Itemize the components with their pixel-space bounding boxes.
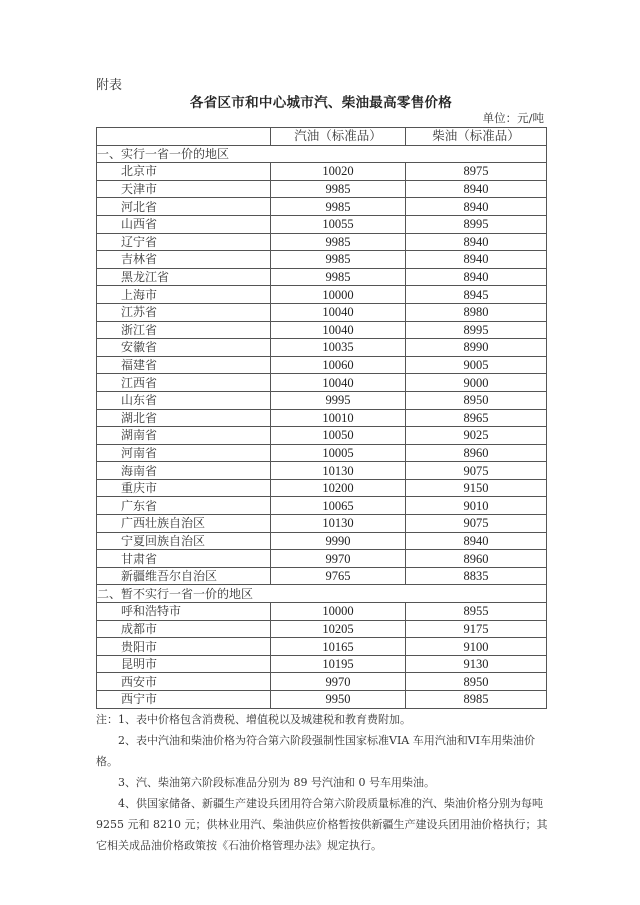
note-2: 2、表中汽油和柴油价格为符合第六阶段强制性国家标准VIA 车用汽油和VI车用柴油价格。 <box>96 734 536 768</box>
diesel-price-cell: 9010 <box>406 497 547 515</box>
region-cell: 河北省 <box>97 198 271 216</box>
diesel-price-cell: 8940 <box>406 532 547 550</box>
table-row <box>97 567 547 585</box>
diesel-price-cell: 9000 <box>406 374 547 392</box>
table-row <box>97 479 547 497</box>
gasoline-price-cell: 9970 <box>271 673 406 691</box>
appendix-label: 附表 <box>96 78 123 93</box>
table-row <box>97 339 547 357</box>
region-cell: 西宁市 <box>97 691 271 709</box>
diesel-price-cell: 8835 <box>406 567 547 585</box>
table-row <box>97 180 547 198</box>
header-region <box>97 128 271 146</box>
diesel-price-cell: 8940 <box>406 233 547 251</box>
diesel-price-cell: 8960 <box>406 444 547 462</box>
region-cell: 宁夏回族自治区 <box>97 532 271 550</box>
gasoline-price-cell: 9985 <box>271 251 406 269</box>
table-row <box>97 251 547 269</box>
region-cell: 湖南省 <box>97 427 271 445</box>
table-row <box>97 391 547 409</box>
region-cell: 辽宁省 <box>97 233 271 251</box>
region-cell: 山西省 <box>97 215 271 233</box>
table-header-row <box>97 128 547 146</box>
diesel-price-cell: 8985 <box>406 691 547 709</box>
note-4: 4、供国家储备、新疆生产建设兵团用符合第六阶段质量标准的汽、柴油价格分别为每吨 9255 元和 8210 元；供林业用汽、柴油供应价格暂按供新疆生产建设兵团用油价格执行；其它相关成品油价格政策按《石油价格管理办法》规定执行。 <box>96 797 548 852</box>
diesel-price-cell: 8960 <box>406 550 547 568</box>
gasoline-price-cell: 10005 <box>271 444 406 462</box>
region-cell: 北京市 <box>97 163 271 181</box>
diesel-price-cell: 8955 <box>406 603 547 621</box>
table-row <box>97 409 547 427</box>
table-row <box>97 462 547 480</box>
gasoline-price-cell: 9995 <box>271 391 406 409</box>
note-1 <box>96 709 548 730</box>
diesel-price-cell: 8940 <box>406 251 547 269</box>
diesel-price-cell: 8940 <box>406 268 547 286</box>
region-cell: 湖北省 <box>97 409 271 427</box>
table-row <box>97 198 547 216</box>
gasoline-price-cell: 9985 <box>271 233 406 251</box>
region-cell: 呼和浩特市 <box>97 603 271 621</box>
table-row <box>97 321 547 339</box>
region-cell: 天津市 <box>97 180 271 198</box>
region-cell: 广西壮族自治区 <box>97 515 271 533</box>
table-row <box>97 691 547 709</box>
gasoline-price-cell: 10050 <box>271 427 406 445</box>
gasoline-price-cell: 10060 <box>271 356 406 374</box>
table-row <box>97 638 547 656</box>
header-gasoline: 汽油（标准品） <box>271 128 406 146</box>
diesel-price-cell: 8940 <box>406 198 547 216</box>
gasoline-price-cell: 9985 <box>271 198 406 216</box>
gasoline-price-cell: 9950 <box>271 691 406 709</box>
fuel-price-table <box>96 127 547 709</box>
diesel-price-cell: 9175 <box>406 620 547 638</box>
diesel-price-cell: 8995 <box>406 215 547 233</box>
gasoline-price-cell: 10130 <box>271 462 406 480</box>
table-row <box>97 233 547 251</box>
note-3: 3、汽、柴油第六阶段标准品分别为 89 号汽油和 0 号车用柴油。 <box>118 776 435 789</box>
diesel-price-cell: 8975 <box>406 163 547 181</box>
document-title: 各省区市和中心城市汽、柴油最高零售价格 <box>189 95 453 111</box>
section-row <box>97 585 547 603</box>
region-cell: 吉林省 <box>97 251 271 269</box>
table-row <box>97 374 547 392</box>
unit-label: 单位：元/吨 <box>482 111 544 125</box>
region-cell: 河南省 <box>97 444 271 462</box>
gasoline-price-cell: 10000 <box>271 286 406 304</box>
diesel-price-cell: 9150 <box>406 479 547 497</box>
table-row <box>97 532 547 550</box>
table-row <box>97 620 547 638</box>
region-cell: 重庆市 <box>97 479 271 497</box>
header-diesel: 柴油（标准品） <box>406 128 547 146</box>
note-text: 1、表中价格包含消费税、增值税以及城建税和教育费附加。 <box>118 713 411 726</box>
region-cell: 贵阳市 <box>97 638 271 656</box>
gasoline-price-cell: 10035 <box>271 339 406 357</box>
gasoline-price-cell: 10195 <box>271 655 406 673</box>
gasoline-price-cell: 10010 <box>271 409 406 427</box>
gasoline-price-cell: 9985 <box>271 268 406 286</box>
region-cell: 西安市 <box>97 673 271 691</box>
diesel-price-cell: 8950 <box>406 391 547 409</box>
diesel-price-cell: 8990 <box>406 339 547 357</box>
region-cell: 福建省 <box>97 356 271 374</box>
region-cell: 昆明市 <box>97 655 271 673</box>
gasoline-price-cell: 9765 <box>271 567 406 585</box>
section-title: 二、暂不实行一省一价的地区 <box>97 585 547 603</box>
gasoline-price-cell: 10020 <box>271 163 406 181</box>
gasoline-price-cell: 10000 <box>271 603 406 621</box>
diesel-price-cell: 8945 <box>406 286 547 304</box>
table-row <box>97 356 547 374</box>
gasoline-price-cell: 10200 <box>271 479 406 497</box>
diesel-price-cell: 8980 <box>406 303 547 321</box>
section-title: 一、实行一省一价的地区 <box>97 145 547 163</box>
region-cell: 山东省 <box>97 391 271 409</box>
table-row <box>97 303 547 321</box>
table-row <box>97 673 547 691</box>
diesel-price-cell: 9100 <box>406 638 547 656</box>
section-row <box>97 145 547 163</box>
diesel-price-cell: 8965 <box>406 409 547 427</box>
table-row <box>97 427 547 445</box>
gasoline-price-cell: 10040 <box>271 321 406 339</box>
region-cell: 广东省 <box>97 497 271 515</box>
diesel-price-cell: 9025 <box>406 427 547 445</box>
region-cell: 成都市 <box>97 620 271 638</box>
table-row <box>97 550 547 568</box>
notes <box>96 709 548 856</box>
diesel-price-cell: 9075 <box>406 515 547 533</box>
gasoline-price-cell: 10130 <box>271 515 406 533</box>
diesel-price-cell: 9130 <box>406 655 547 673</box>
notes-prefix: 注： <box>96 713 118 726</box>
gasoline-price-cell: 10040 <box>271 374 406 392</box>
diesel-price-cell: 8995 <box>406 321 547 339</box>
region-cell: 新疆维吾尔自治区 <box>97 567 271 585</box>
gasoline-price-cell: 10055 <box>271 215 406 233</box>
table-row <box>97 515 547 533</box>
diesel-price-cell: 9005 <box>406 356 547 374</box>
region-cell: 江苏省 <box>97 303 271 321</box>
table-row <box>97 215 547 233</box>
region-cell: 江西省 <box>97 374 271 392</box>
diesel-price-cell: 8940 <box>406 180 547 198</box>
gasoline-price-cell: 10040 <box>271 303 406 321</box>
region-cell: 浙江省 <box>97 321 271 339</box>
diesel-price-cell: 9075 <box>406 462 547 480</box>
region-cell: 上海市 <box>97 286 271 304</box>
gasoline-price-cell: 10065 <box>271 497 406 515</box>
table-row <box>97 268 547 286</box>
table-row <box>97 286 547 304</box>
table-row <box>97 163 547 181</box>
region-cell: 甘肃省 <box>97 550 271 568</box>
gasoline-price-cell: 10165 <box>271 638 406 656</box>
table-row <box>97 444 547 462</box>
gasoline-price-cell: 9990 <box>271 532 406 550</box>
region-cell: 海南省 <box>97 462 271 480</box>
table-row <box>97 603 547 621</box>
gasoline-price-cell: 10205 <box>271 620 406 638</box>
table-body <box>97 145 547 708</box>
table-row <box>97 497 547 515</box>
table-row <box>97 655 547 673</box>
gasoline-price-cell: 9985 <box>271 180 406 198</box>
diesel-price-cell: 8950 <box>406 673 547 691</box>
region-cell: 黑龙江省 <box>97 268 271 286</box>
gasoline-price-cell: 9970 <box>271 550 406 568</box>
region-cell: 安徽省 <box>97 339 271 357</box>
